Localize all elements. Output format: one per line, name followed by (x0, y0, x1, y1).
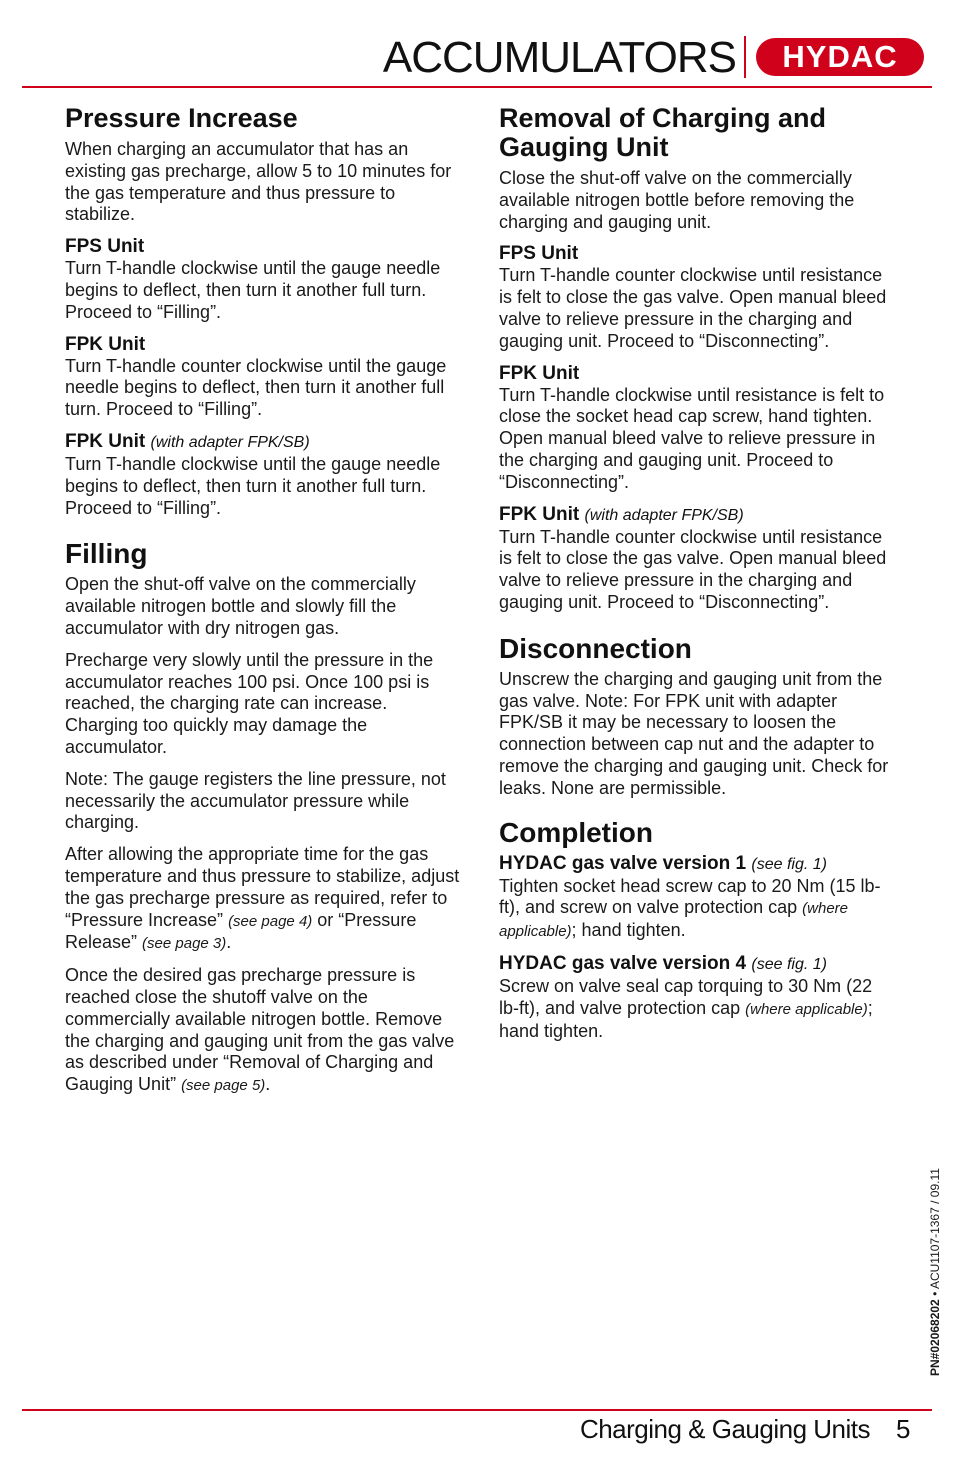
filling-p4-text-a: After allowing the appropriate time for the gas temperature and thus pressure to stabilize, adjust the gas precharge pressure as required, refer to “Pressure Increase” (65, 844, 460, 930)
valve-v1-text (499, 876, 894, 943)
removal-fpk-adapter-title: FPK Unit (499, 503, 580, 525)
footer-section-title: Charging & Gauging Units (579, 1414, 870, 1444)
disconnection-heading: Disconnection (499, 632, 692, 664)
pressure-increase-heading: Pressure Increase (65, 103, 298, 133)
removal-fpk-title: FPK Unit (499, 362, 580, 384)
fpk-adapter-title: FPK Unit (65, 430, 146, 452)
removal-fpk-text: Turn T-handle clockwise until resistance is felt to close the socket head cap screw, hand tighten. Open manual bleed valve to relieve pressure in the charging and gauging unit. Proceed to “Disconnecting”. (499, 384, 885, 492)
fps-unit-text: Turn T-handle clockwise until the gauge needle begins to deflect, then turn it another full turn. Proceed to “Filling”. (65, 258, 441, 322)
removal-fps-text: Turn T-handle counter clockwise until resistance is felt to close the gas valve. Open manual bleed valve to relieve pressure in the charging and gauging unit. Proceed to “Disconnecting”. (499, 265, 887, 351)
valve-v4-heading (499, 953, 894, 976)
valve-v4-ref: (where applicable) (745, 1000, 868, 1018)
completion-heading: Completion (499, 816, 653, 848)
valve-v1-note: (see fig. 1) (751, 855, 827, 873)
valve-v1-heading (499, 853, 894, 876)
removal-fpk-adapter-text: Turn T-handle counter clockwise until resistance is felt to close the gas valve. Open manual bleed valve to relieve pressure in the charging and gauging unit. Proceed to “Disconnecting”. (499, 526, 887, 612)
valve-v1-title: HYDAC gas valve version 1 (499, 852, 747, 874)
section-filling (65, 539, 460, 1097)
document-code (928, 1168, 942, 1376)
valve-v4-title: HYDAC gas valve version 4 (499, 952, 747, 974)
filling-p4-ref1: (see page 4) (228, 912, 313, 930)
fpk-unit-text: Turn T-handle counter clockwise until the gauge needle begins to deflect, then turn it another full turn. Proceed to “Filling”. (65, 355, 447, 420)
valve-v4-note: (see fig. 1) (751, 955, 827, 973)
removal-intro: Close the shut-off valve on the commercially available nitrogen bottle before removing the charging and gauging unit. (499, 168, 855, 232)
logo-text: HYDAC (782, 39, 898, 74)
removal-fpk-adapter-heading (499, 504, 894, 527)
filling-p5 (65, 965, 460, 1097)
filling-heading: Filling (65, 538, 148, 570)
valve-v4-text (499, 976, 894, 1042)
filling-p2: Precharge very slowly until the pressure in the accumulator reaches 100 psi. Once 100 psi is reached, the charging rate can increase. Charging too quickly may damage the accumulator. (65, 649, 434, 757)
pressure-increase-intro: When charging an accumulator that has an existing gas precharge, allow 5 to 10 minutes for the gas temperature and thus pressure to stabilize. (65, 139, 452, 225)
part-number: PN#02068202 (928, 1299, 942, 1376)
filling-p3: Note: The gauge registers the line pressure, not necessarily the accumulator pressure while charging. (65, 768, 446, 833)
section-completion (499, 818, 894, 1043)
page-header (0, 0, 954, 90)
valve-v1-ref: (where applicable) (499, 900, 849, 941)
section-pressure-increase (65, 104, 460, 519)
removal-fps-title: FPS Unit (499, 243, 579, 265)
right-column (499, 104, 894, 1060)
filling-p5-ref: (see page 5) (181, 1077, 266, 1095)
filling-p1: Open the shut-off valve on the commercially available nitrogen bottle and slowly fill the accumulator with dry nitrogen gas. (65, 574, 416, 638)
section-removal (499, 104, 894, 614)
filling-p4-text-c: . (226, 932, 232, 953)
removal-fpk-adapter-note: (with adapter FPK/SB) (584, 506, 744, 524)
bottom-rule (22, 1409, 932, 1411)
filling-p5-text-c: . (265, 1074, 271, 1095)
top-rule (22, 86, 932, 88)
section-disconnection (499, 634, 894, 800)
valve-v1-text-a: Tighten socket head screw cap to 20 Nm (15 lb-ft), and screw on valve protection cap (499, 875, 881, 918)
header-divider (744, 36, 746, 78)
filling-p4-text-b: or “Pressure Release” (65, 909, 417, 953)
valve-v4-text-b: ; hand tighten. (499, 997, 873, 1041)
left-column (65, 104, 460, 1115)
valve-v4-text-a: Screw on valve seal cap torquing to 30 Nm (22 lb-ft), and valve protection cap (499, 975, 873, 1018)
removal-heading: Removal of Charging and Gauging Unit (499, 103, 827, 162)
filling-p4-ref2: (see page 3) (142, 935, 227, 953)
filling-p4 (65, 844, 460, 955)
page-number: 5 (896, 1414, 911, 1444)
doc-number: ACU1107-1367 / 09.11 (928, 1168, 942, 1290)
fpk-unit-title: FPK Unit (65, 333, 146, 355)
fpk-adapter-heading (65, 431, 460, 454)
fps-unit-title: FPS Unit (65, 236, 145, 258)
hydac-logo (756, 38, 924, 76)
valve-v1-text-b: ; hand tighten. (571, 920, 686, 941)
header-title: ACCUMULATORS (382, 33, 736, 82)
filling-p5-text-a: Once the desired gas precharge pressure is reached close the shutoff valve on the commercially available nitrogen bottle. Remove the charging and gauging unit from the gas valve as described under “Removal of Charging and Gauging Unit” (65, 965, 455, 1095)
code-bullet: • (928, 1289, 942, 1300)
fpk-adapter-note: (with adapter FPK/SB) (150, 433, 310, 451)
fpk-adapter-text: Turn T-handle clockwise until the gauge needle begins to deflect, then turn it another full turn. Proceed to “Filling”. (65, 453, 441, 518)
disconnection-text: Unscrew the charging and gauging unit from the gas valve. Note: For FPK unit with adapter FPK/SB it may be necessary to loosen the connection between cap nut and the adapter to remove the charging and gauging unit. Check for leaks. None are permissible. (499, 668, 889, 798)
